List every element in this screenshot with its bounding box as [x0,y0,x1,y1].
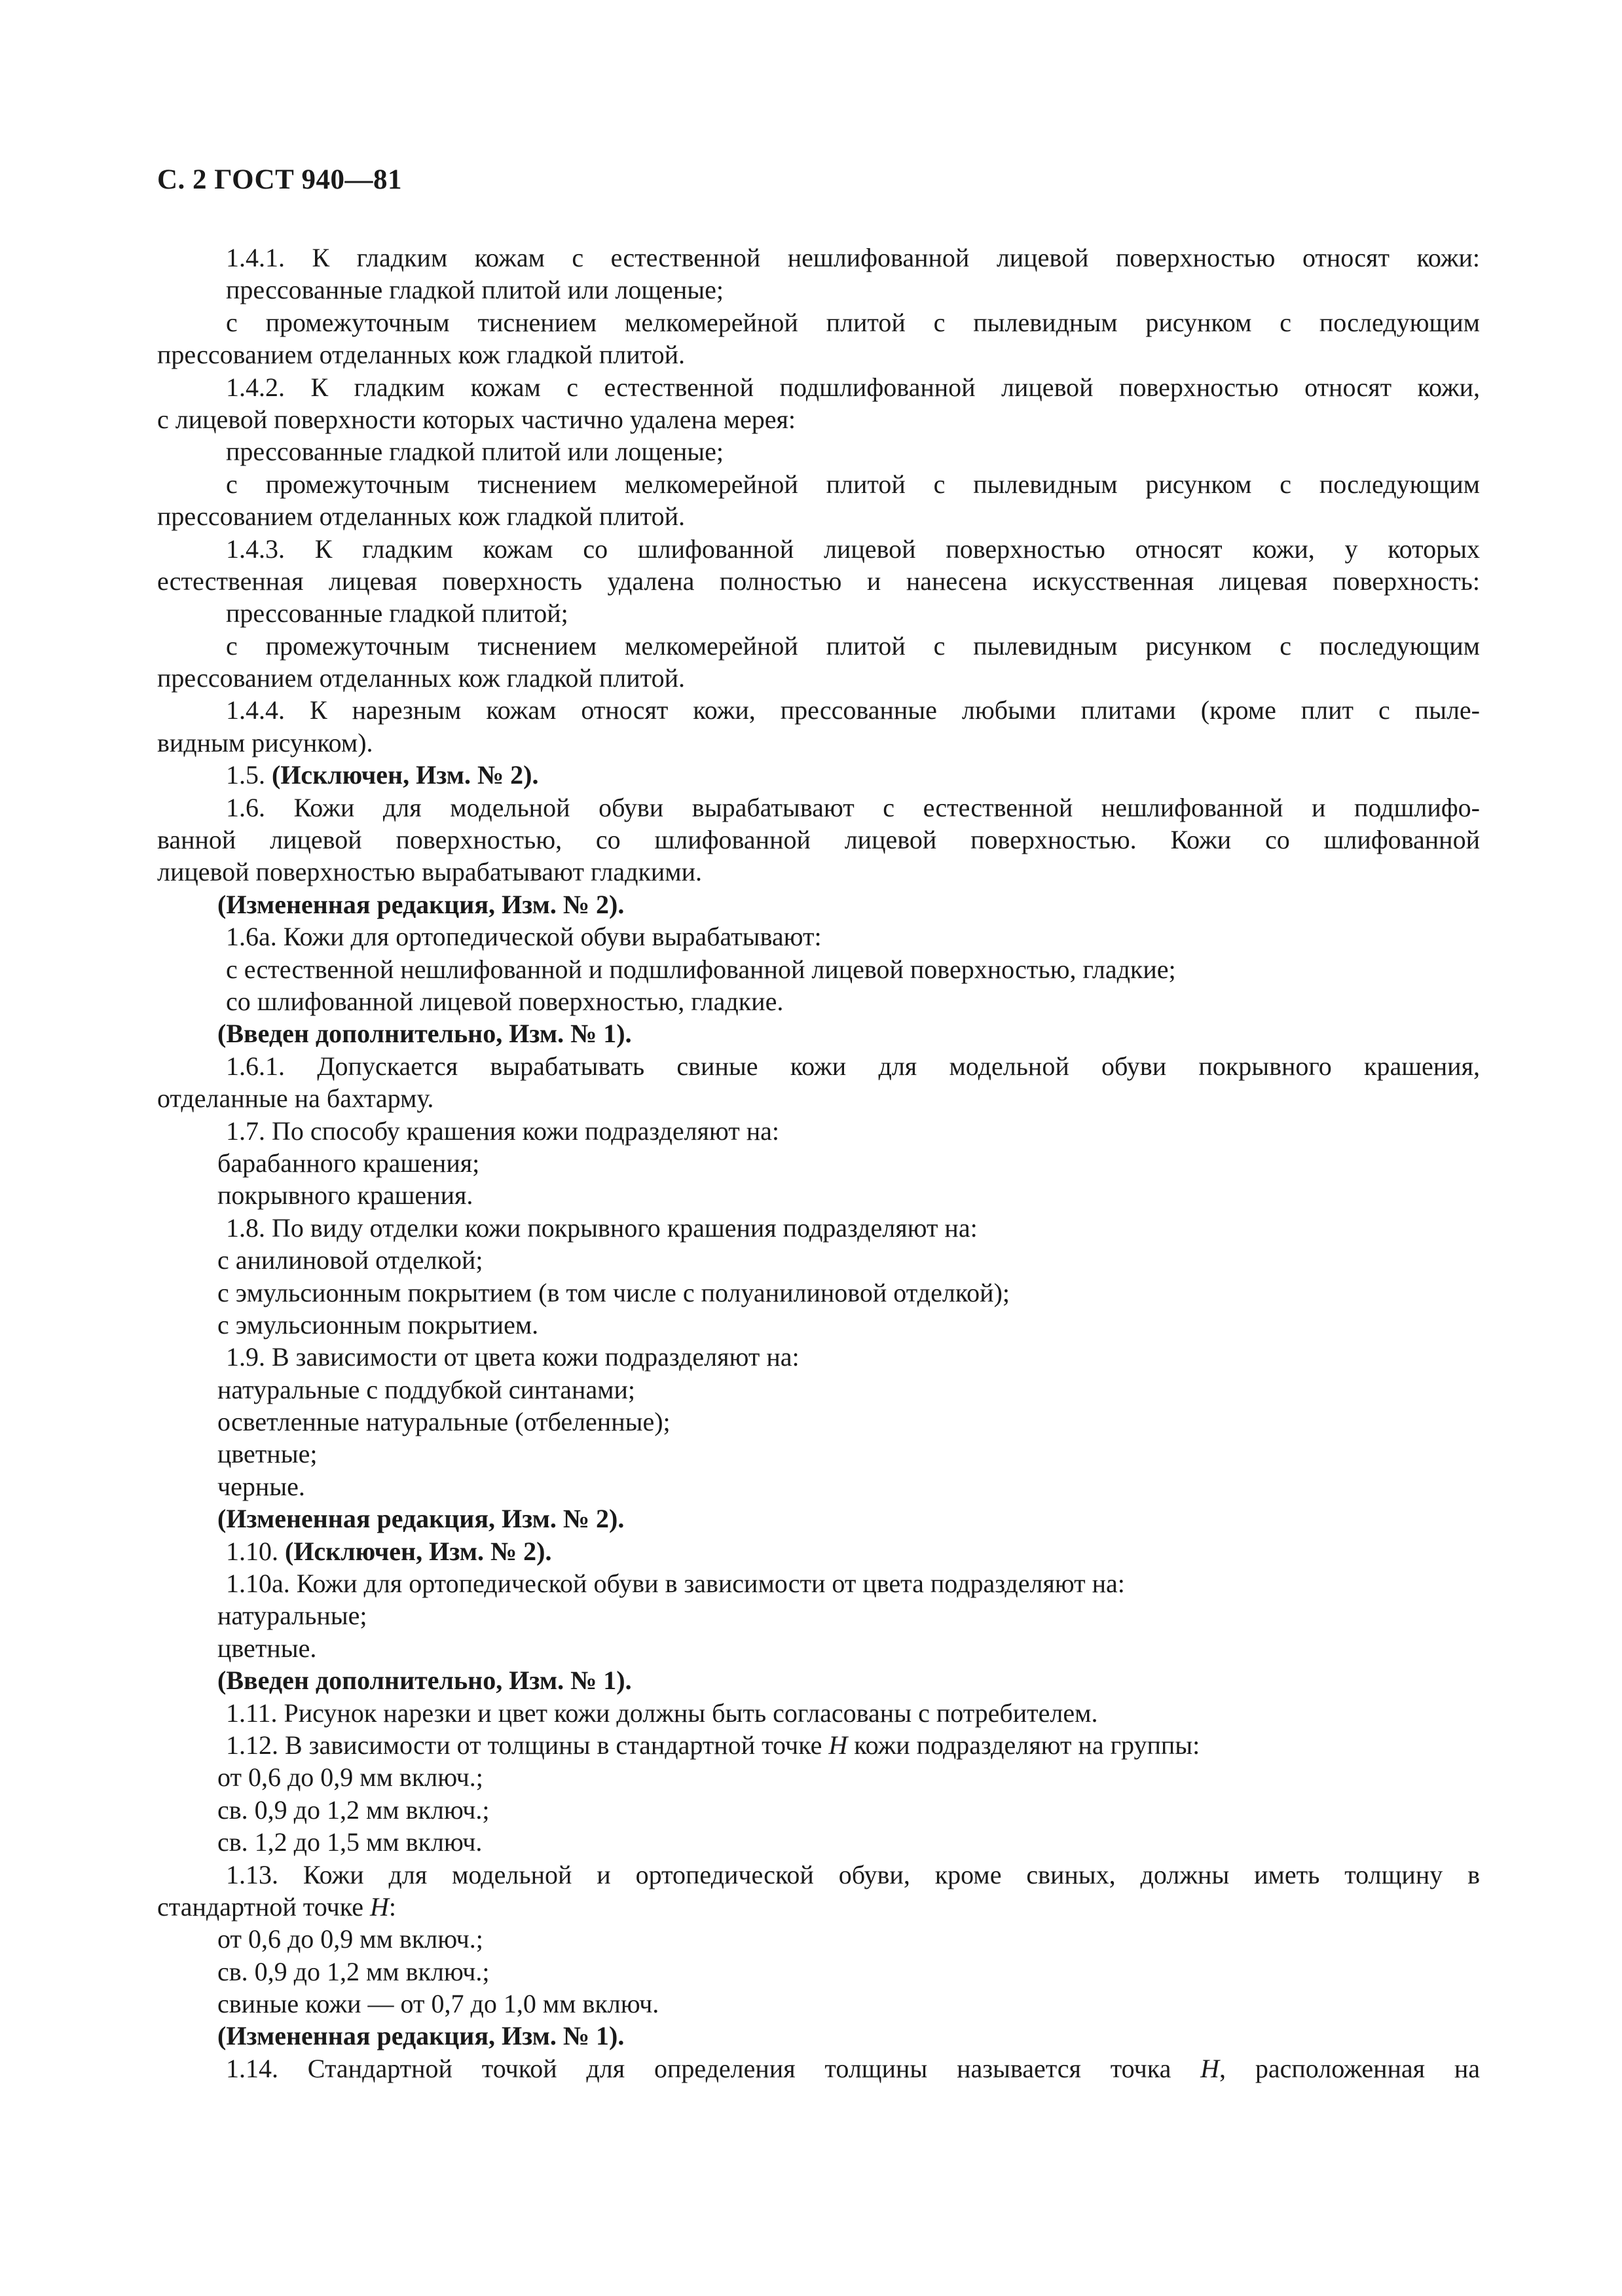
text-line [157,242,1480,274]
text-line [157,468,1480,500]
line-text: 1.6. Кожи для модельной обуви вырабатывают с естественной нешлифованной и подшлифо- [226,792,1480,822]
line-text: св. 1,2 до 1,5 мм включ. [217,1827,483,1857]
line-text: св. 0,9 до 1,2 мм включ.; [217,1956,490,1986]
text-line [157,565,1480,597]
line-text: 1.13. Кожи для модельной и ортопедической обуви, кроме свиных, должны иметь толщину в [226,1859,1480,1889]
line-text: 1.6.1. Допускается вырабатывать свиные кожи для модельной обуви покрывного крашения, [226,1051,1480,1081]
line-text: ванной лицевой поверхностью, со шлифованной лицевой поверхностью. Кожи со шлифованной [157,825,1480,855]
amendment-note: (Измененная редакция, Изм. № 1). [217,2021,625,2051]
line-text: с промежуточным тиснением мелкомерейной плитой с пылевидным рисунком с последующим [226,630,1480,661]
line-text: 1.7. По способу крашения кожи подразделяют на: [226,1116,780,1146]
text-line [157,856,1480,888]
text-line [157,1341,1480,1373]
line-text: стандартной точке [157,1891,370,1922]
text-line [157,403,1480,435]
text-line [157,630,1480,662]
text-line [157,597,1480,629]
text-line [157,306,1480,338]
text-line [157,371,1480,403]
text-line [157,1470,1480,1503]
line-text: 1.11. Рисунок нарезки и цвет кожи должны быть согласованы с потребителем. [226,1698,1098,1728]
line-text: с эмульсионным покрытием. [217,1309,539,1339]
text-line [157,1017,1480,1049]
text-line [157,1729,1480,1761]
line-text-tail: кожи подразделяют на группы: [847,1730,1200,1760]
document-page [157,164,1480,2085]
text-line [157,1988,1480,2020]
text-line [157,662,1480,694]
text-line [157,1503,1480,1535]
text-line [157,759,1480,791]
line-text: 1.12. В зависимости от толщины в стандартной точке [226,1730,829,1760]
text-line [157,1438,1480,1470]
text-line [157,1794,1480,1826]
line-text: барабанного крашения; [217,1148,480,1178]
line-text: цветные. [217,1633,317,1663]
line-text: естественная лицевая поверхность удалена полностью и нанесена искусственная лицевая поверхность: [157,566,1480,596]
text-line [157,1599,1480,1631]
line-text-tail: , расположенная на [1219,2053,1480,2083]
line-text: видным рисунком). [157,727,373,757]
text-line [157,1664,1480,1696]
line-text: натуральные; [217,1601,367,1631]
text-line [157,1050,1480,1082]
line-text: 1.4.4. К нарезным кожам относят кожи, прессованные любыми плитами (кроме плит с пыле- [226,695,1480,725]
text-line [157,1309,1480,1341]
text-line [157,1115,1480,1147]
amendment-note: (Измененная редакция, Изм. № 2). [217,889,625,919]
text-line [157,1147,1480,1179]
line-text: с лицевой поверхности которых частично удалена мерея: [157,404,796,434]
line-text: черные. [217,1471,305,1501]
text-line [157,2020,1480,2052]
italic-symbol: Н [828,1730,848,1760]
line-text: прессованием отделанных кож гладкой плитой. [157,501,686,532]
text-line [157,1923,1480,1955]
text-line [157,435,1480,467]
line-text: с промежуточным тиснением мелкомерейной плитой с пылевидным рисунком с последующим [226,469,1480,499]
line-text: с промежуточным тиснением мелкомерейной плитой с пылевидным рисунком с последующим [226,307,1480,337]
line-text: 1.8. По виду отделки кожи покрывного крашения подразделяют на: [226,1212,978,1243]
line-text-tail: : [388,1891,396,1922]
text-line [157,1761,1480,1793]
text-line [157,694,1480,726]
text-line [157,792,1480,824]
line-text: 1.10. [226,1536,285,1566]
line-text: от 0,6 до 0,9 мм включ.; [217,1762,483,1793]
page-header: С. 2 ГОСТ 940—81 [157,164,403,195]
amendment-note: (Измененная редакция, Изм. № 2). [217,1504,625,1534]
text-line [157,1179,1480,1211]
amendment-note: (Исключен, Изм. № 2). [285,1536,552,1566]
line-text: 1.9. В зависимости от цвета кожи подразделяют на: [226,1342,800,1372]
body-text [157,242,1480,2085]
text-line [157,338,1480,371]
line-text: с анилиновой отделкой; [217,1245,483,1275]
line-text: 1.4.2. К гладким кожам с естественной подшлифованной лицевой поверхностью относят кожи, [226,372,1480,402]
line-text: с естественной нешлифованной и подшлифованной лицевой поверхностью, гладкие; [226,954,1176,984]
text-line [157,1567,1480,1599]
text-line [157,1891,1480,1923]
line-text: лицевой поверхностью вырабатывают гладкими. [157,857,703,887]
amendment-note: (Исключен, Изм. № 2). [272,760,539,790]
text-line [157,1374,1480,1406]
line-text: натуральные с поддубкой синтанами; [217,1374,636,1404]
text-line [157,1212,1480,1244]
line-text: 1.10а. Кожи для ортопедической обуви в зависимости от цвета подразделяют на: [226,1569,1125,1599]
text-line [157,888,1480,920]
line-text: 1.14. Стандартной точкой для определения толщины называется точка [226,2053,1201,2083]
text-line [157,920,1480,953]
text-line [157,2052,1480,2085]
line-text: св. 0,9 до 1,2 мм включ.; [217,1795,490,1825]
line-text: 1.6а. Кожи для ортопедической обуви вырабатывают: [226,922,822,952]
text-line [157,533,1480,565]
text-line [157,1535,1480,1567]
text-line [157,824,1480,856]
line-text: прессованные гладкой плитой или лощеные; [226,437,724,467]
line-text: от 0,6 до 0,9 мм включ.; [217,1924,483,1954]
text-line [157,1826,1480,1858]
line-text: прессованием отделанных кож гладкой плитой. [157,340,686,370]
line-text: прессованные гладкой плитой или лощеные; [226,275,724,305]
line-text: 1.4.1. К гладким кожам с естественной нешлифованной лицевой поверхностью относят кожи: [226,243,1480,272]
line-text: цветные; [217,1439,318,1469]
text-line [157,1082,1480,1114]
text-line [157,1859,1480,1891]
line-text: прессованные гладкой плитой; [226,598,568,629]
line-text: прессованием отделанных кож гладкой плитой. [157,663,686,693]
line-text: с эмульсионным покрытием (в том числе с полуанилиновой отделкой); [217,1277,1010,1307]
text-line [157,1697,1480,1729]
line-text: отделанные на бахтарму. [157,1084,434,1114]
text-line [157,1406,1480,1438]
amendment-note: (Введен дополнительно, Изм. № 1). [217,1019,632,1049]
text-line [157,1277,1480,1309]
italic-symbol: Н [369,1891,389,1922]
italic-symbol: Н [1200,2053,1220,2083]
text-line [157,727,1480,759]
text-line [157,1632,1480,1664]
amendment-note: (Введен дополнительно, Изм. № 1). [217,1666,632,1696]
line-text: со шлифованной лицевой поверхностью, гладкие. [226,986,784,1016]
text-line [157,953,1480,985]
line-text: осветленные натуральные (отбеленные); [217,1407,671,1437]
line-text: свиные кожи — от 0,7 до 1,0 мм включ. [217,1989,659,2019]
text-line [157,1244,1480,1276]
line-text: 1.4.3. К гладким кожам со шлифованной лицевой поверхностью относят кожи, у которых [226,534,1480,564]
text-line [157,500,1480,532]
text-line [157,985,1480,1017]
text-line [157,274,1480,306]
line-text: покрывного крашения. [217,1180,473,1211]
text-line [157,1956,1480,1988]
line-text: 1.5. [226,760,272,790]
